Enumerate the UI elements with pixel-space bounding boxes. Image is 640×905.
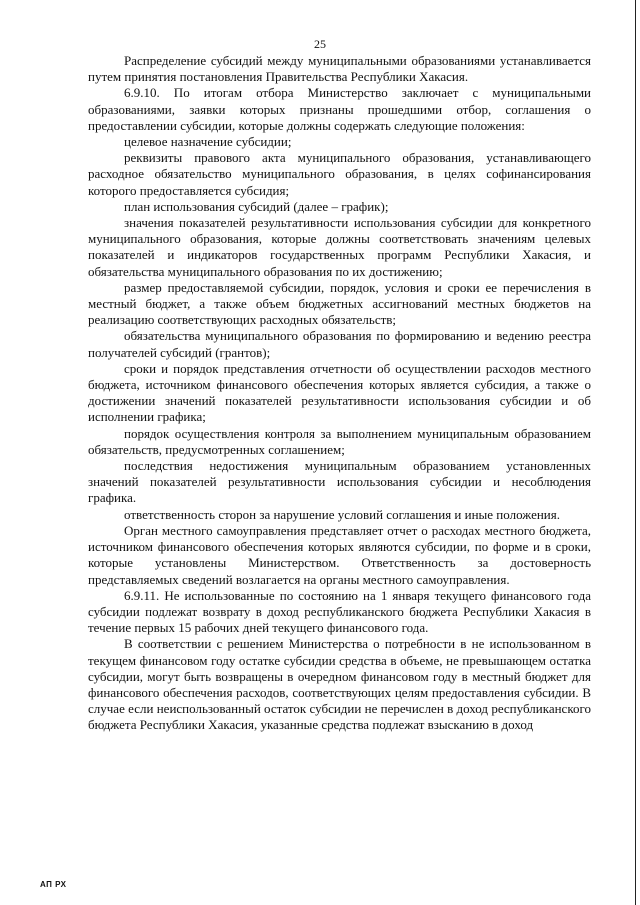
list-item-reporting: сроки и порядок представления отчетности об осуществлении расходов местного бюджета, источником финансового обеспечения которых является субсидия, а также о достижении значений показателей результативности использования субсидии и об исполнении графика; (88, 360, 591, 425)
list-item-schedule: план использования субсидий (далее – график); (124, 198, 389, 214)
list-item-legal-act: реквизиты правового акта муниципального образования, устанавливающего расходное обязательство муниципального образования, в целях софинансирования которого предоставляется субсидия; (88, 150, 591, 198)
list-item-liability: ответственность сторон за нарушение условий соглашения и иные положения. (124, 506, 560, 522)
footer-mark: АП РХ (40, 880, 67, 889)
list-item-indicators: значения показателей результативности использования субсидии для конкретного муниципального образования, которые должны соответствовать значениям целевых показателей и индикаторов государственных программ Республики Хакасия, и обязательства муниципального образования по их достижению; (88, 215, 591, 279)
paragraph-6-9-11: 6.9.11. Не использованные по состоянию на 1 января текущего финансового года субсидии подлежат возврату в доход республиканского бюджета Республики Хакасия в течение первых 15 рабочих дней текущего финансового года. (88, 587, 591, 636)
page-number: 25 (314, 37, 326, 51)
paragraph-report: Орган местного самоуправления представляет отчет о расходах местного бюджета, источником финансового обеспечения которых являются субсидии, по форме и в сроки, которые установлены Министерством. Ответственность за достоверность представляемых сведений возлагается на органы местного самоуправления. (88, 522, 591, 587)
paragraph-remaining-funds: В соответствии с решением Министерства о потребности в не использованном в текущем финансовом году остатке субсидии средства в объеме, не превышающем остатка субсидии, могут быть возвращены в очередном финансовом году в местный бюджет для финансового обеспечения расходов, соответствующих целям предоставления субсидии. В случае если неиспользованный остаток субсидии не перечислен в доход республиканского бюджета Республики Хакасия, указанные средства подлежат взысканию в доход (88, 636, 591, 733)
paragraph-distribution: Распределение субсидий между муниципальными образованиями устанавливается путем принятия постановления Правительства Республики Хакасия. (88, 53, 591, 85)
list-item-control: порядок осуществления контроля за выполнением муниципальным образованием обязательств, предусмотренных соглашением; (88, 425, 591, 457)
list-item-purpose: целевое назначение субсидии; (124, 134, 292, 150)
list-item-registry: обязательства муниципального образования по формированию и ведению реестра получателей субсидий (грантов); (88, 328, 591, 360)
list-item-amount: размер предоставляемой субсидии, порядок, условия и сроки ее перечисления в местный бюджет, а также объем бюджетных ассигнований местных бюджетов на реализацию соответствующих расходных обязательств; (88, 279, 591, 328)
list-item-consequences: последствия недостижения муниципальным образованием установленных значений показателей результативности использования субсидии и несоблюдения графика. (88, 458, 591, 506)
document-body (88, 53, 591, 734)
page-edge-line (635, 0, 636, 905)
paragraph-6-9-10: 6.9.10. По итогам отбора Министерство заключает с муниципальными образованиями, заявки которых признаны прошедшими отбор, соглашения о предоставлении субсидии, которые должны содержать следующие положения: (88, 85, 591, 133)
